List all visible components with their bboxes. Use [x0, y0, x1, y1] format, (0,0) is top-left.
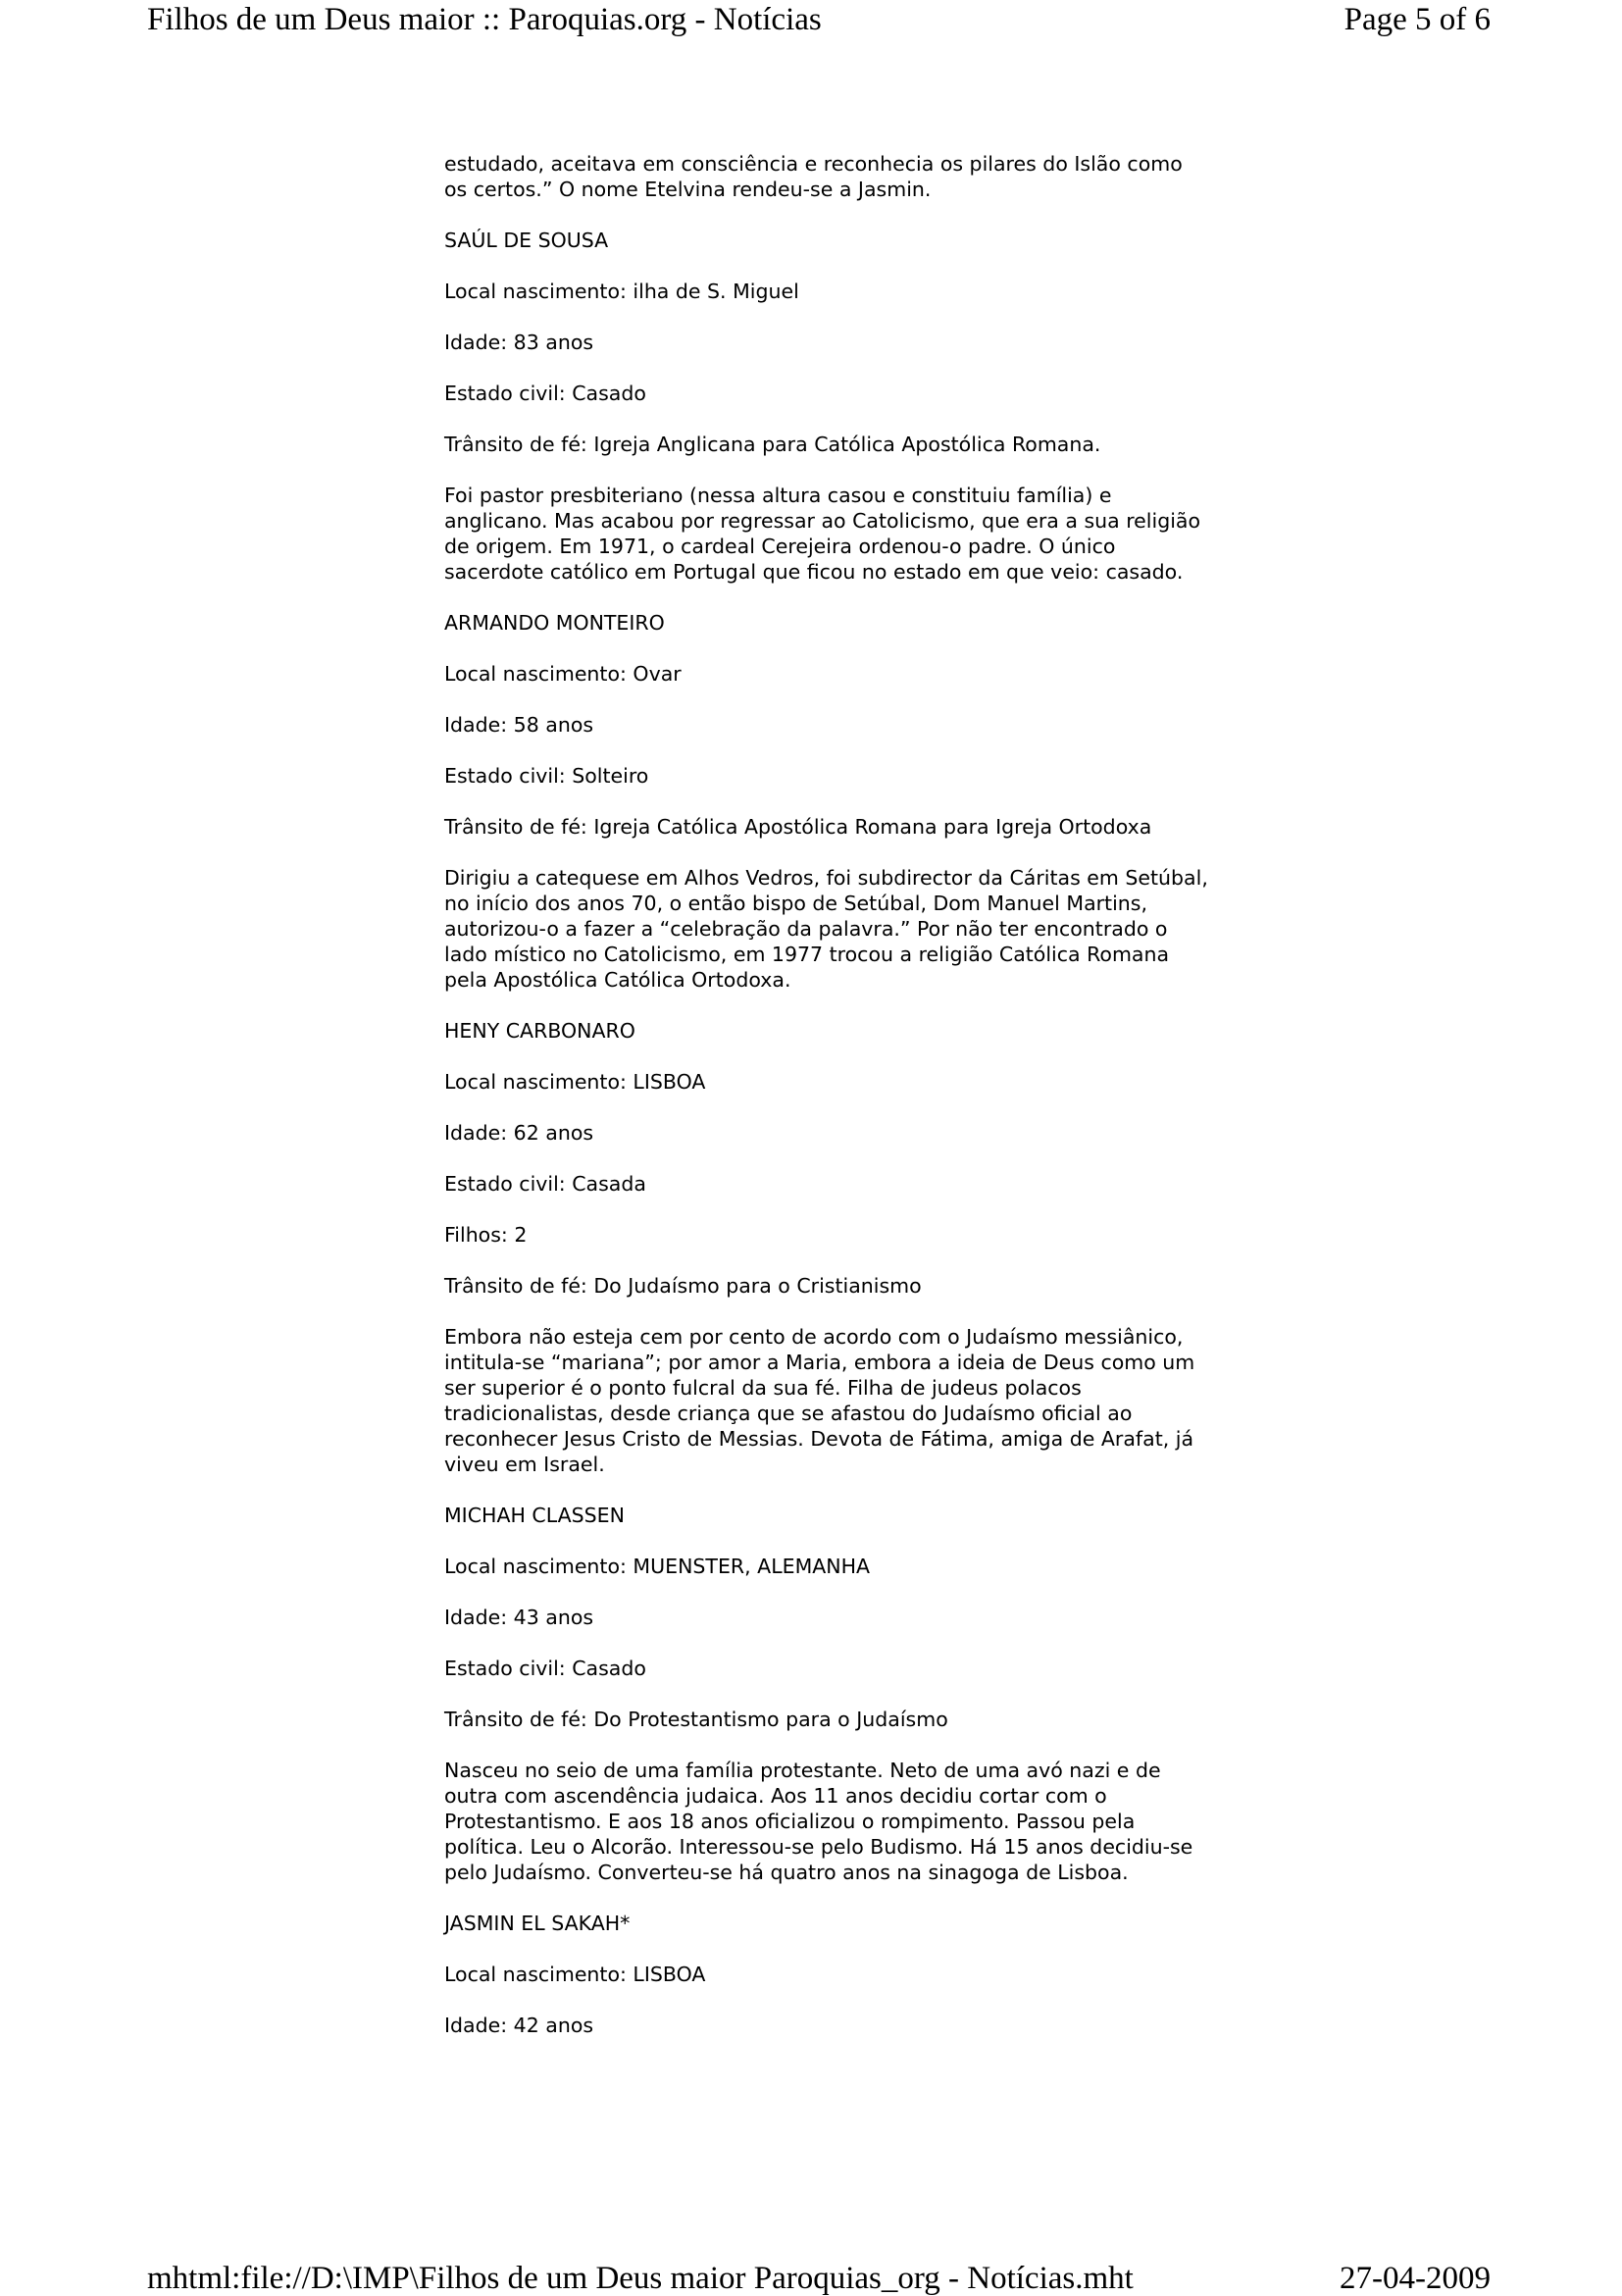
marital-status-field: Estado civil: Casado	[444, 1657, 646, 1680]
age-field: Idade: 83 anos	[444, 331, 594, 354]
page-footer-url: mhtml:file://D:\IMP\Filhos de um Deus maior Paroquias_org - Notícias.mht	[147, 2261, 1134, 2296]
age-field: Idade: 42 anos	[444, 2014, 594, 2037]
person-name-heading: MICHAH CLASSEN	[444, 1504, 625, 1527]
page-header-title: Filhos de um Deus maior :: Paroquias.org - Notícias	[147, 2, 822, 37]
children-field: Filhos: 2	[444, 1223, 528, 1247]
age-field: Idade: 43 anos	[444, 1606, 594, 1629]
person-name-heading: HENY CARBONARO	[444, 1019, 635, 1043]
person-name-heading: ARMANDO MONTEIRO	[444, 611, 665, 635]
age-field: Idade: 62 anos	[444, 1121, 594, 1145]
paragraph: Dirigiu a catequese em Alhos Vedros, foi subdirector da Cáritas em Setúbal, no início dos anos 70, o então bispo de Setúbal, Dom Manuel Martins, autorizou-o a fazer a “celebração da palavra.” Por não ter encontrado o lado místico no Catolicismo, em 1977 trocou a religião Católica Romana pela Apostólica Católica Ortodoxa.	[444, 866, 1208, 992]
birthplace-field: Local nascimento: LISBOA	[444, 1963, 706, 1986]
age-field: Idade: 58 anos	[444, 713, 594, 737]
marital-status-field: Estado civil: Casado	[444, 382, 646, 405]
paragraph: estudado, aceitava em consciência e reconhecia os pilares do Islão como os certos.” O nome Etelvina rendeu-se a Jasmin.	[444, 152, 1183, 201]
person-name-heading: SAÚL DE SOUSA	[444, 229, 609, 252]
birthplace-field: Local nascimento: MUENSTER, ALEMANHA	[444, 1555, 871, 1578]
paragraph: Foi pastor presbiteriano (nessa altura casou e constituiu família) e anglicano. Mas acabou por regressar ao Catolicismo, que era a sua religião de origem. Em 1971, o cardeal Cerejeira ordenou-o padre. O único sacerdote católico em Portugal que ficou no estado em que veio: casado.	[444, 484, 1201, 584]
birthplace-field: Local nascimento: ilha de S. Miguel	[444, 280, 799, 303]
paragraph: Embora não esteja cem por cento de acordo com o Judaísmo messiânico, intitula-se “mariana”; por amor a Maria, embora a ideia de Deus como um ser superior é o ponto fulcral da sua fé. Filha de judeus polacos tradicionalistas, desde criança que se afastou do Judaísmo oficial ao reconhecer Jesus Cristo de Messias. Devota de Fátima, amiga de Arafat, já viveu em Israel.	[444, 1325, 1195, 1476]
birthplace-field: Local nascimento: Ovar	[444, 662, 682, 686]
marital-status-field: Estado civil: Casada	[444, 1172, 646, 1196]
paragraph: Nasceu no seio de uma família protestante. Neto de uma avó nazi e de outra com ascendência judaica. Aos 11 anos decidiu cortar com o Protestantismo. E aos 18 anos oficializou o rompimento. Passou pela política. Leu o Alcorão. Interessou-se pelo Budismo. Há 15 anos decidiu-se pelo Judaísmo. Converteu-se há quatro anos na sinagoga de Lisboa.	[444, 1759, 1193, 1884]
faith-transition-field: Trânsito de fé: Do Protestantismo para o Judaísmo	[444, 1708, 948, 1731]
person-name-heading: JASMIN EL SAKAH*	[444, 1912, 631, 1935]
faith-transition-field: Trânsito de fé: Igreja Católica Apostólica Romana para Igreja Ortodoxa	[444, 815, 1152, 839]
page-number: Page 5 of 6	[1343, 2, 1491, 37]
birthplace-field: Local nascimento: LISBOA	[444, 1070, 706, 1094]
marital-status-field: Estado civil: Solteiro	[444, 764, 649, 788]
article-body	[444, 151, 1211, 2064]
faith-transition-field: Trânsito de fé: Igreja Anglicana para Católica Apostólica Romana.	[444, 433, 1101, 456]
faith-transition-field: Trânsito de fé: Do Judaísmo para o Cristianismo	[444, 1274, 922, 1298]
page-footer-date: 27-04-2009	[1340, 2261, 1491, 2296]
